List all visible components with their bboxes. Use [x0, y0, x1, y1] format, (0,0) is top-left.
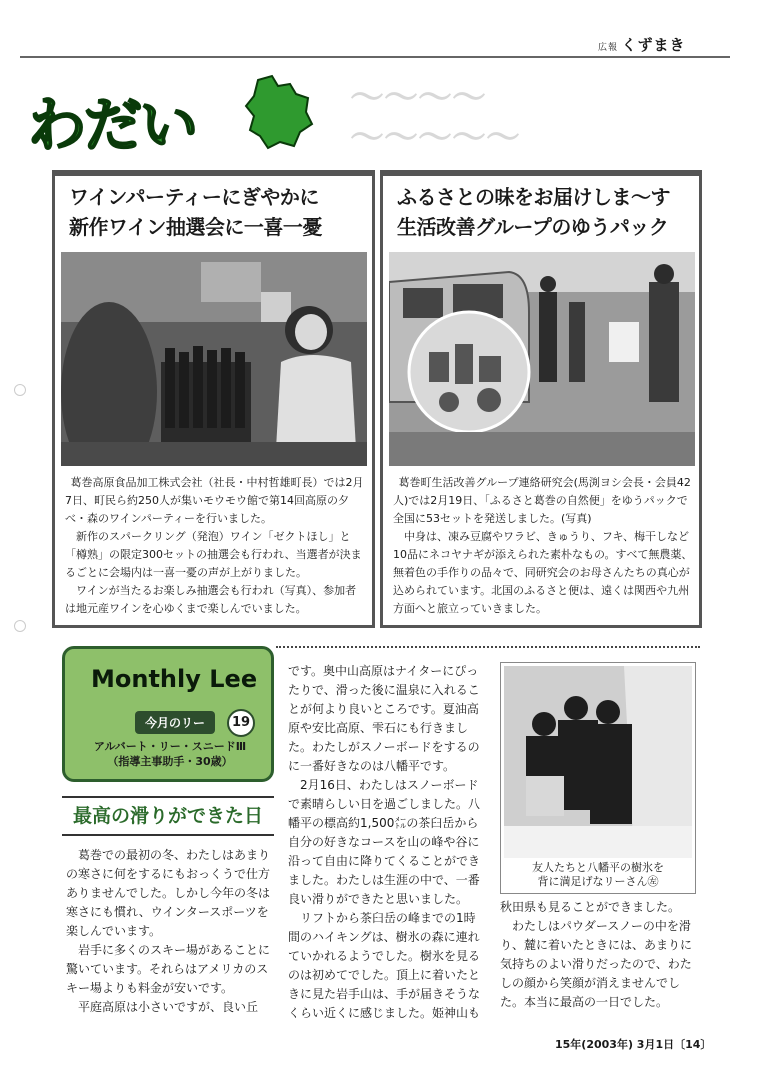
- column-text-2: [288, 662, 486, 1023]
- wine-party-body: [65, 474, 367, 618]
- author: [77, 739, 263, 769]
- yupack-article: [380, 170, 702, 628]
- column-headline: 最高の滑りができた日: [62, 796, 274, 836]
- yupack-headline: [383, 176, 699, 242]
- paragraph: わたしはパウダースノーの中を滑り、麓に着いたときには、あまりに気持ちのよい滑りだったので、わたしの顔から笑顔が消えませんでした。本当に最高の一日でした。: [500, 919, 693, 1009]
- paragraph: 平庭高原は小さいですが、良い丘: [78, 1000, 259, 1014]
- paragraph: 葛巻町生活改善グループ連絡研究会(馬渕ヨシ会長・会員42人)では2月19日、「ふるさと葛巻の自然便」をゆうパックで全国に53セットを発送しました。(写真): [393, 476, 691, 525]
- masthead-prefix: 広報: [598, 43, 619, 53]
- background-graphic: 〜〜〜〜 〜〜〜〜〜: [350, 78, 520, 158]
- headline-line: 生活改善グループのゆうパック: [397, 215, 669, 239]
- divider: [276, 646, 700, 648]
- paragraph: 岩手に多くのスキー場があることに驚いています。それらはアメリカのスキー場よりも料金が安いです。: [66, 943, 271, 995]
- paragraph: 中身は、凍み豆腐やワラビ、きゅうり、フキ、梅干しなど10品にネコヤナギが添えられた素朴なもの。すべて無農薬、無着色の手作りの品々で、同研究会のお母さんたちの真心が込められています。北国のふるさと便は、遠くは関西や九州方面へと旅立っていきました。: [393, 530, 693, 615]
- caption-line: 友人たちと八幡平の樹氷を: [532, 861, 664, 874]
- monthly-lee-panel: [62, 646, 274, 782]
- section-title: わだい: [28, 91, 197, 159]
- wine-party-photo: [61, 252, 367, 466]
- column-text-1: [66, 846, 274, 1017]
- caption-line: 背に満足げなリーさん㊧: [537, 875, 659, 888]
- photo-caption: [501, 861, 695, 889]
- headline-line: 新作ワイン抽選会に一喜一憂: [69, 215, 322, 239]
- paragraph: 2月16日、わたしはスノーボードで素晴らしい日を過ごしました。八幡平の標高約1,500㍍の茶臼岳から自分の好きなコースを山の峰や谷に沿って自由に降りてくることができました。わたしは生涯の中で、一番良い滑りができたと思いました。: [288, 778, 481, 906]
- paragraph: 葛巻での最初の冬、わたしはあまりの寒さに何をするにもおっくうで仕方ありませんでした。しかし今年の冬は寒さにも慣れ、ウインタースポーツを楽しんでいます。: [66, 848, 271, 938]
- paragraph: ワインが当たるお楽しみ抽選会も行われ（写真）、参加者は地元産ワインを心ゆくまで楽しんでいました。: [65, 584, 357, 615]
- yupack-body: [393, 474, 695, 618]
- town-map-icon: [238, 72, 318, 152]
- headline-line: ふるさとの味をお届けしま～す: [397, 185, 670, 209]
- snowboard-photo: [504, 666, 692, 858]
- author-name: アルバート・リー・スニードⅢ: [93, 740, 247, 753]
- binder-hole: [14, 384, 26, 396]
- wine-party-headline: [55, 176, 372, 242]
- masthead-name: くずまき: [621, 36, 686, 54]
- wine-party-article: [52, 170, 375, 628]
- paragraph: 新作のスパークリング（発泡）ワイン「ゼクトほし」と「樽熟」の限定300セットの抽選会も行われ、当選者が決まるごとに会場内は一喜一憂の声が上がりました。: [65, 530, 362, 579]
- issue-number: 19: [227, 709, 255, 737]
- yupack-photo: [389, 252, 695, 466]
- column-text-3: [500, 898, 700, 1012]
- monthly-badge: 今月のリー: [135, 711, 215, 734]
- headline-line: ワインパーティーにぎやかに: [69, 185, 319, 209]
- masthead: [598, 34, 686, 55]
- page-footer: 15年(2003年) 3月1日〔14〕: [555, 1038, 712, 1051]
- monthly-title: Monthly Lee: [91, 665, 258, 693]
- header-rule: [20, 56, 730, 58]
- paragraph: 秋田県も見ることができました。: [500, 900, 681, 914]
- paragraph: です。奥中山高原はナイターにぴったりで、滑った後に温泉に入れることが何より良いところです。夏油高原や安比高原、雫石にも行きました。わたしがスノーボードをするのに一番好きなのは八幡平です。: [288, 664, 480, 773]
- author-role: （指導主事助手・30歳）: [107, 755, 233, 768]
- paragraph: リフトから茶臼岳の峰までの1時間のハイキングは、樹氷の森に連れていかれるようでした。樹氷を見るのは初めてでした。頂上に着いたときに見た岩手山は、手が届きそうなくらい近くに感じました。姫神山も: [288, 911, 481, 1020]
- snowboard-photo-box: [500, 662, 696, 894]
- binder-hole: [14, 620, 26, 632]
- paragraph: 葛巻高原食品加工株式会社（社長・中村哲雄町長）では2月7日、町民ら約250人が集いモウモウ館で第14回高原の夕べ・森のワインパーティーを行いました。: [65, 476, 364, 525]
